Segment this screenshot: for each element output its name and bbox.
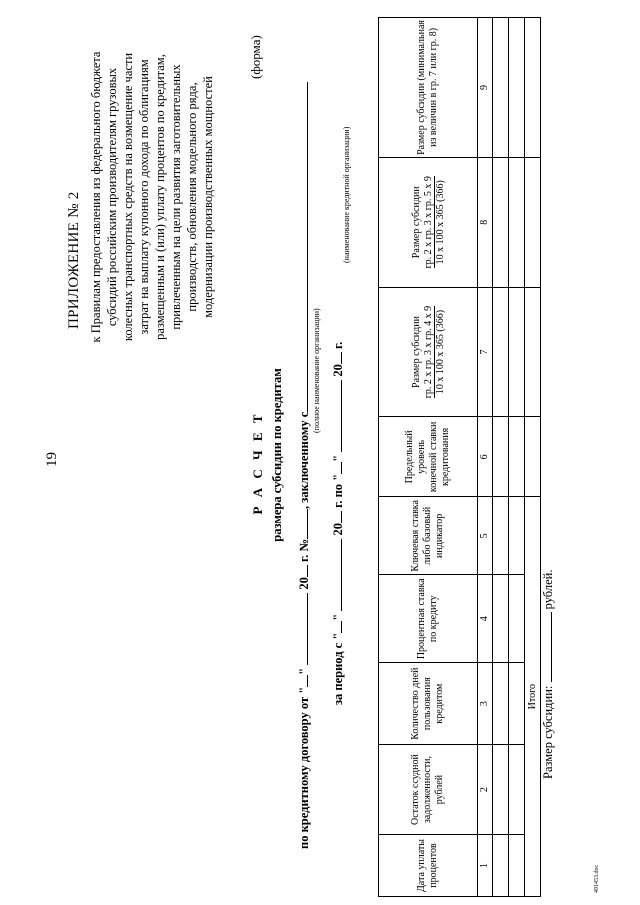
formula-numerator: гр. 2 x гр. 3 x гр. 4 x 9 (422, 305, 434, 399)
form-note: (форма) (248, 35, 263, 79)
table-cell[interactable] (493, 497, 509, 575)
column-number-row (478, 18, 493, 897)
subsidy-amount-field[interactable] (540, 613, 552, 683)
table-cell[interactable] (493, 663, 509, 745)
table-cell[interactable] (509, 287, 525, 417)
header-cell: Размер субсидии (минимальная из величин в гр. 7 или гр. 8) (379, 18, 478, 158)
month-field[interactable] (296, 593, 308, 665)
total-label: Итого (525, 497, 541, 897)
formula-denominator: 10 x 100 x 365 (366) (434, 180, 446, 265)
appendix-line: производств, обновления модельного ряда, (185, 82, 199, 312)
column-number: 5 (478, 497, 493, 575)
number-prefix: г. № (297, 538, 311, 563)
formula-numerator: гр. 2 x гр. 3 x гр. 5 x 9 (422, 176, 434, 269)
header-cell-formula-7 (379, 287, 478, 417)
contract-prefix: по кредитному договору от " (297, 686, 311, 849)
table-cell[interactable] (509, 157, 525, 287)
column-number: 9 (478, 18, 493, 158)
to-year-field[interactable] (330, 352, 342, 364)
credit-org-field[interactable] (296, 82, 308, 412)
table-cell[interactable] (525, 157, 541, 287)
table-cell[interactable] (493, 287, 509, 417)
subsidy-size-suffix: рублей. (541, 569, 555, 610)
credit-org-hint: (наименование кредитной организации) (342, 126, 351, 263)
appendix-line: к Правилам предоставления из федерального бюджета (89, 51, 103, 343)
header-cell: Количество дней пользования кредитом (379, 663, 478, 745)
from-day-field[interactable] (330, 621, 342, 633)
appendix-line: модернизации производственных мощностей (201, 76, 215, 318)
formula-label: Размер субсидии (410, 316, 422, 388)
appendix-line: привлеченным на цели развития заготовительных (169, 64, 183, 330)
table-cell[interactable] (493, 157, 509, 287)
column-number: 8 (478, 157, 493, 287)
table-cell[interactable] (509, 575, 525, 663)
year-field[interactable] (296, 565, 308, 577)
formula-8 (423, 160, 446, 285)
year-suffix: г. (331, 341, 345, 350)
period-to: г. по " (331, 473, 345, 508)
header-cell: Ключевая ставка либо базовый индикатор (379, 497, 478, 575)
subsidy-table (378, 17, 541, 897)
concluded-with: , заключенному с (297, 411, 311, 509)
table-cell[interactable] (509, 18, 525, 158)
header-cell: Процентная ставка по кредиту (379, 575, 478, 663)
year-prefix: 20 (331, 364, 345, 377)
table-cell[interactable] (509, 835, 525, 897)
contract-line (296, 82, 312, 849)
appendix-line: затрат на выплату купонного дохода по облигациям (137, 59, 151, 335)
column-number: 3 (478, 663, 493, 745)
table-cell[interactable] (525, 18, 541, 158)
document-id: 491453.doc (594, 864, 600, 893)
period-prefix: за период с " (331, 632, 345, 705)
to-month-field[interactable] (330, 380, 342, 452)
calculation-title: Р А С Ч Е Т (250, 411, 265, 515)
column-number: 4 (478, 575, 493, 663)
header-cell: Предельный уровень конечной ставки кредитования (379, 417, 478, 497)
day-field[interactable] (296, 675, 308, 687)
header-cell: Остаток ссудной задолженности, рублей (379, 745, 478, 835)
header-cell-formula-8 (379, 157, 478, 287)
org-name-hint: (полное наименование организации) (312, 308, 321, 433)
header-cell: Дата уплаты процентов (379, 835, 478, 897)
table-cell[interactable] (493, 18, 509, 158)
subsidy-size-line (540, 570, 556, 779)
table-cell[interactable] (525, 417, 541, 497)
page-number: 19 (44, 452, 60, 467)
table-cell[interactable] (525, 287, 541, 417)
table-cell[interactable] (493, 417, 509, 497)
to-day-field[interactable] (330, 462, 342, 474)
column-number: 1 (478, 835, 493, 897)
formula-7 (423, 290, 446, 415)
appendix-description (88, 49, 216, 345)
year-prefix: 20 (331, 523, 345, 536)
quote-mark: " (331, 613, 345, 621)
table-cell[interactable] (509, 497, 525, 575)
appendix-line: размещенным и (или) уплату процентов по кредитам, (153, 54, 167, 340)
quote-mark: " (331, 454, 345, 462)
table-cell[interactable] (493, 835, 509, 897)
table-cell[interactable] (509, 745, 525, 835)
column-number: 6 (478, 417, 493, 497)
appendix-title: ПРИЛОЖЕНИЕ № 2 (66, 191, 82, 329)
from-month-field[interactable] (330, 539, 342, 611)
table-cell[interactable] (493, 575, 509, 663)
subsidy-size-label: Размер субсидии: (541, 685, 555, 779)
appendix-line: колесных транспортных средств на возмещение части (121, 52, 135, 342)
table-cell[interactable] (509, 663, 525, 745)
year-prefix: 20 (297, 577, 311, 590)
quote-mark: " (297, 667, 311, 675)
period-line (330, 342, 346, 705)
formula-denominator: 10 x 100 x 365 (366) (434, 309, 446, 395)
column-number: 7 (478, 287, 493, 417)
total-row (525, 18, 541, 897)
column-number: 2 (478, 745, 493, 835)
table-cell[interactable] (509, 417, 525, 497)
table-cell[interactable] (493, 745, 509, 835)
formula-label: Размер субсидии (410, 186, 422, 259)
table-header-row (379, 18, 478, 897)
from-year-field[interactable] (330, 511, 342, 523)
contract-number-field[interactable] (296, 509, 308, 539)
table-row (493, 18, 509, 897)
table-row (509, 18, 525, 897)
calculation-subtitle: размера субсидии по кредитам (270, 368, 284, 542)
appendix-line: субсидий российским производителям грузовых (105, 67, 119, 327)
